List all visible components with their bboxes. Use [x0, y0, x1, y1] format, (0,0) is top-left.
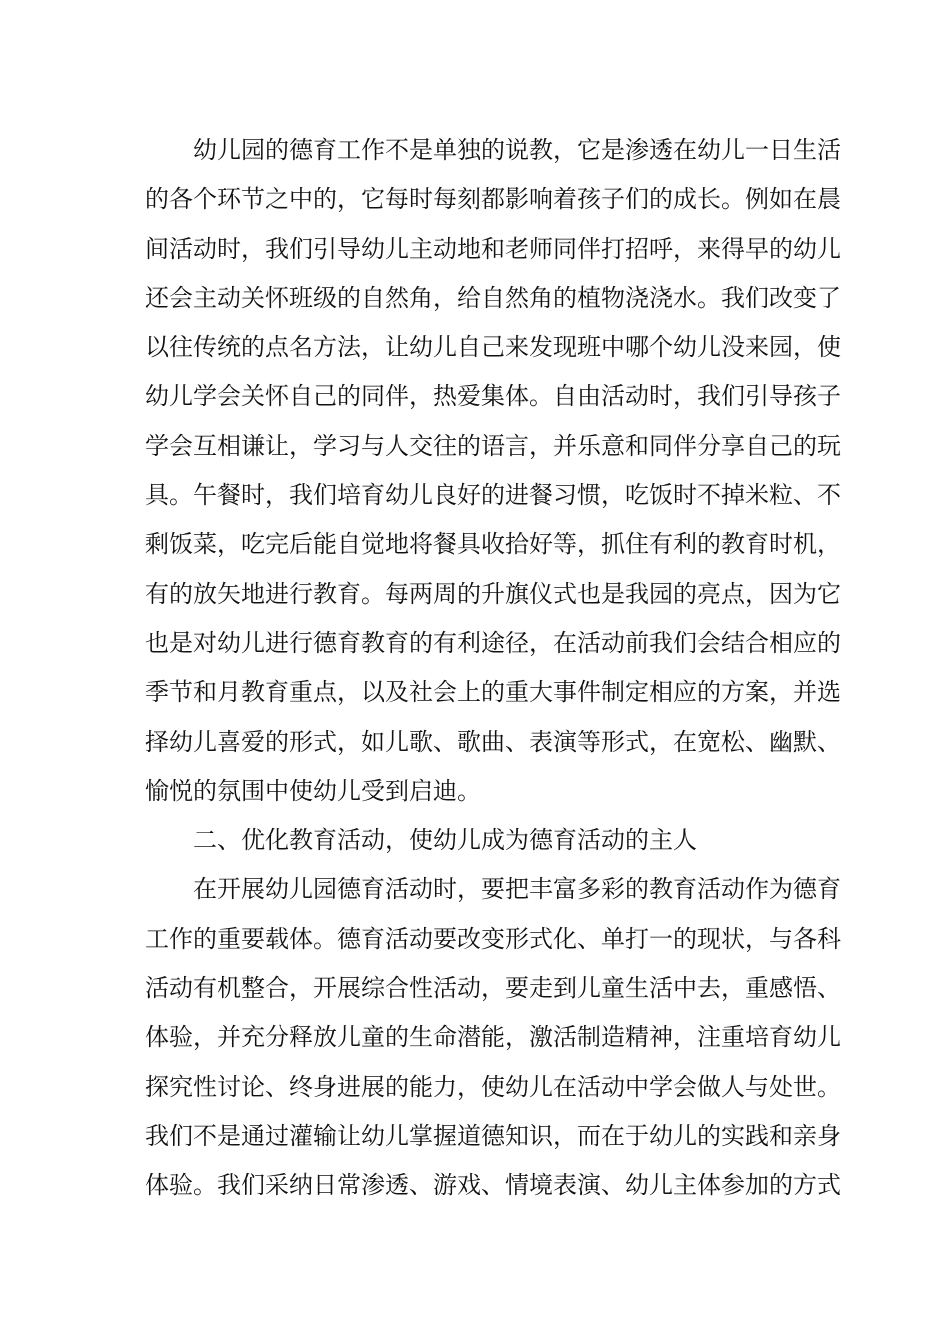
paragraph-line: 我们不是通过灌输让幼儿掌握道德知识，而在于幼儿的实践和亲身 — [145, 1121, 841, 1150]
paragraph-line: 活动有机整合，开展综合性活动，要走到儿童生活中去，重感悟、 — [145, 974, 841, 1003]
paragraph-line: 的各个环节之中的，它每时每刻都影响着孩子们的成长。例如在晨 — [145, 185, 841, 214]
paragraph-line: 幼儿园的德育工作不是单独的说教，它是渗透在幼儿一日生活 — [193, 136, 841, 164]
paragraph-line: 有的放矢地进行教育。每两周的升旗仪式也是我园的亮点，因为它 — [145, 579, 841, 608]
paragraph-line: 愉悦的氛围中使幼儿受到启迪。 — [145, 776, 481, 805]
paragraph-1 — [145, 126, 841, 816]
section-heading — [145, 816, 810, 865]
section-heading-text: 二、优化教育活动，使幼儿成为德育活动的主人 — [193, 826, 697, 855]
paragraph-line: 在开展幼儿园德育活动时，要把丰富多彩的教育活动作为德育 — [193, 875, 841, 904]
paragraph-line: 剩饭菜，吃完后能自觉地将餐具收拾好等，抓住有利的教育时机， — [145, 530, 841, 559]
paragraph-line: 体验，并充分释放儿童的生命潜能，激活制造精神，注重培育幼儿 — [145, 1023, 841, 1052]
paragraph-line: 探究性讨论、终身进展的能力，使幼儿在活动中学会做人与处世。 — [145, 1072, 841, 1101]
paragraph-line: 间活动时，我们引导幼儿主动地和老师同伴打招呼，来得早的幼儿 — [145, 234, 841, 263]
paragraph-line: 工作的重要载体。德育活动要改变形式化、单打一的现状，与各科 — [145, 924, 841, 953]
paragraph-line: 学会互相谦让，学习与人交往的语言，并乐意和同伴分享自己的玩 — [145, 431, 841, 460]
paragraph-2 — [145, 865, 841, 1210]
paragraph-line: 季节和月教育重点，以及社会上的重大事件制定相应的方案，并选 — [145, 678, 841, 707]
paragraph-line: 择幼儿喜爱的形式，如儿歌、歌曲、表演等形式，在宽松、幽默、 — [145, 727, 841, 756]
paragraph-line: 具。午餐时，我们培育幼儿良好的进餐习惯，吃饭时不掉米粒、不 — [145, 481, 841, 510]
paragraph-line: 以往传统的点名方法，让幼儿自己来发现班中哪个幼儿没来园，使 — [145, 333, 841, 362]
document-body — [145, 126, 841, 1211]
paragraph-line: 还会主动关怀班级的自然角，给自然角的植物浇浇水。我们改变了 — [145, 283, 841, 312]
paragraph-line: 体验。我们采纳日常渗透、游戏、情境表演、幼儿主体参加的方式 — [145, 1171, 841, 1200]
paragraph-line: 也是对幼儿进行德育教育的有利途径，在活动前我们会结合相应的 — [145, 628, 841, 657]
paragraph-line: 幼儿学会关怀自己的同伴，热爱集体。自由活动时，我们引导孩子 — [145, 382, 841, 411]
